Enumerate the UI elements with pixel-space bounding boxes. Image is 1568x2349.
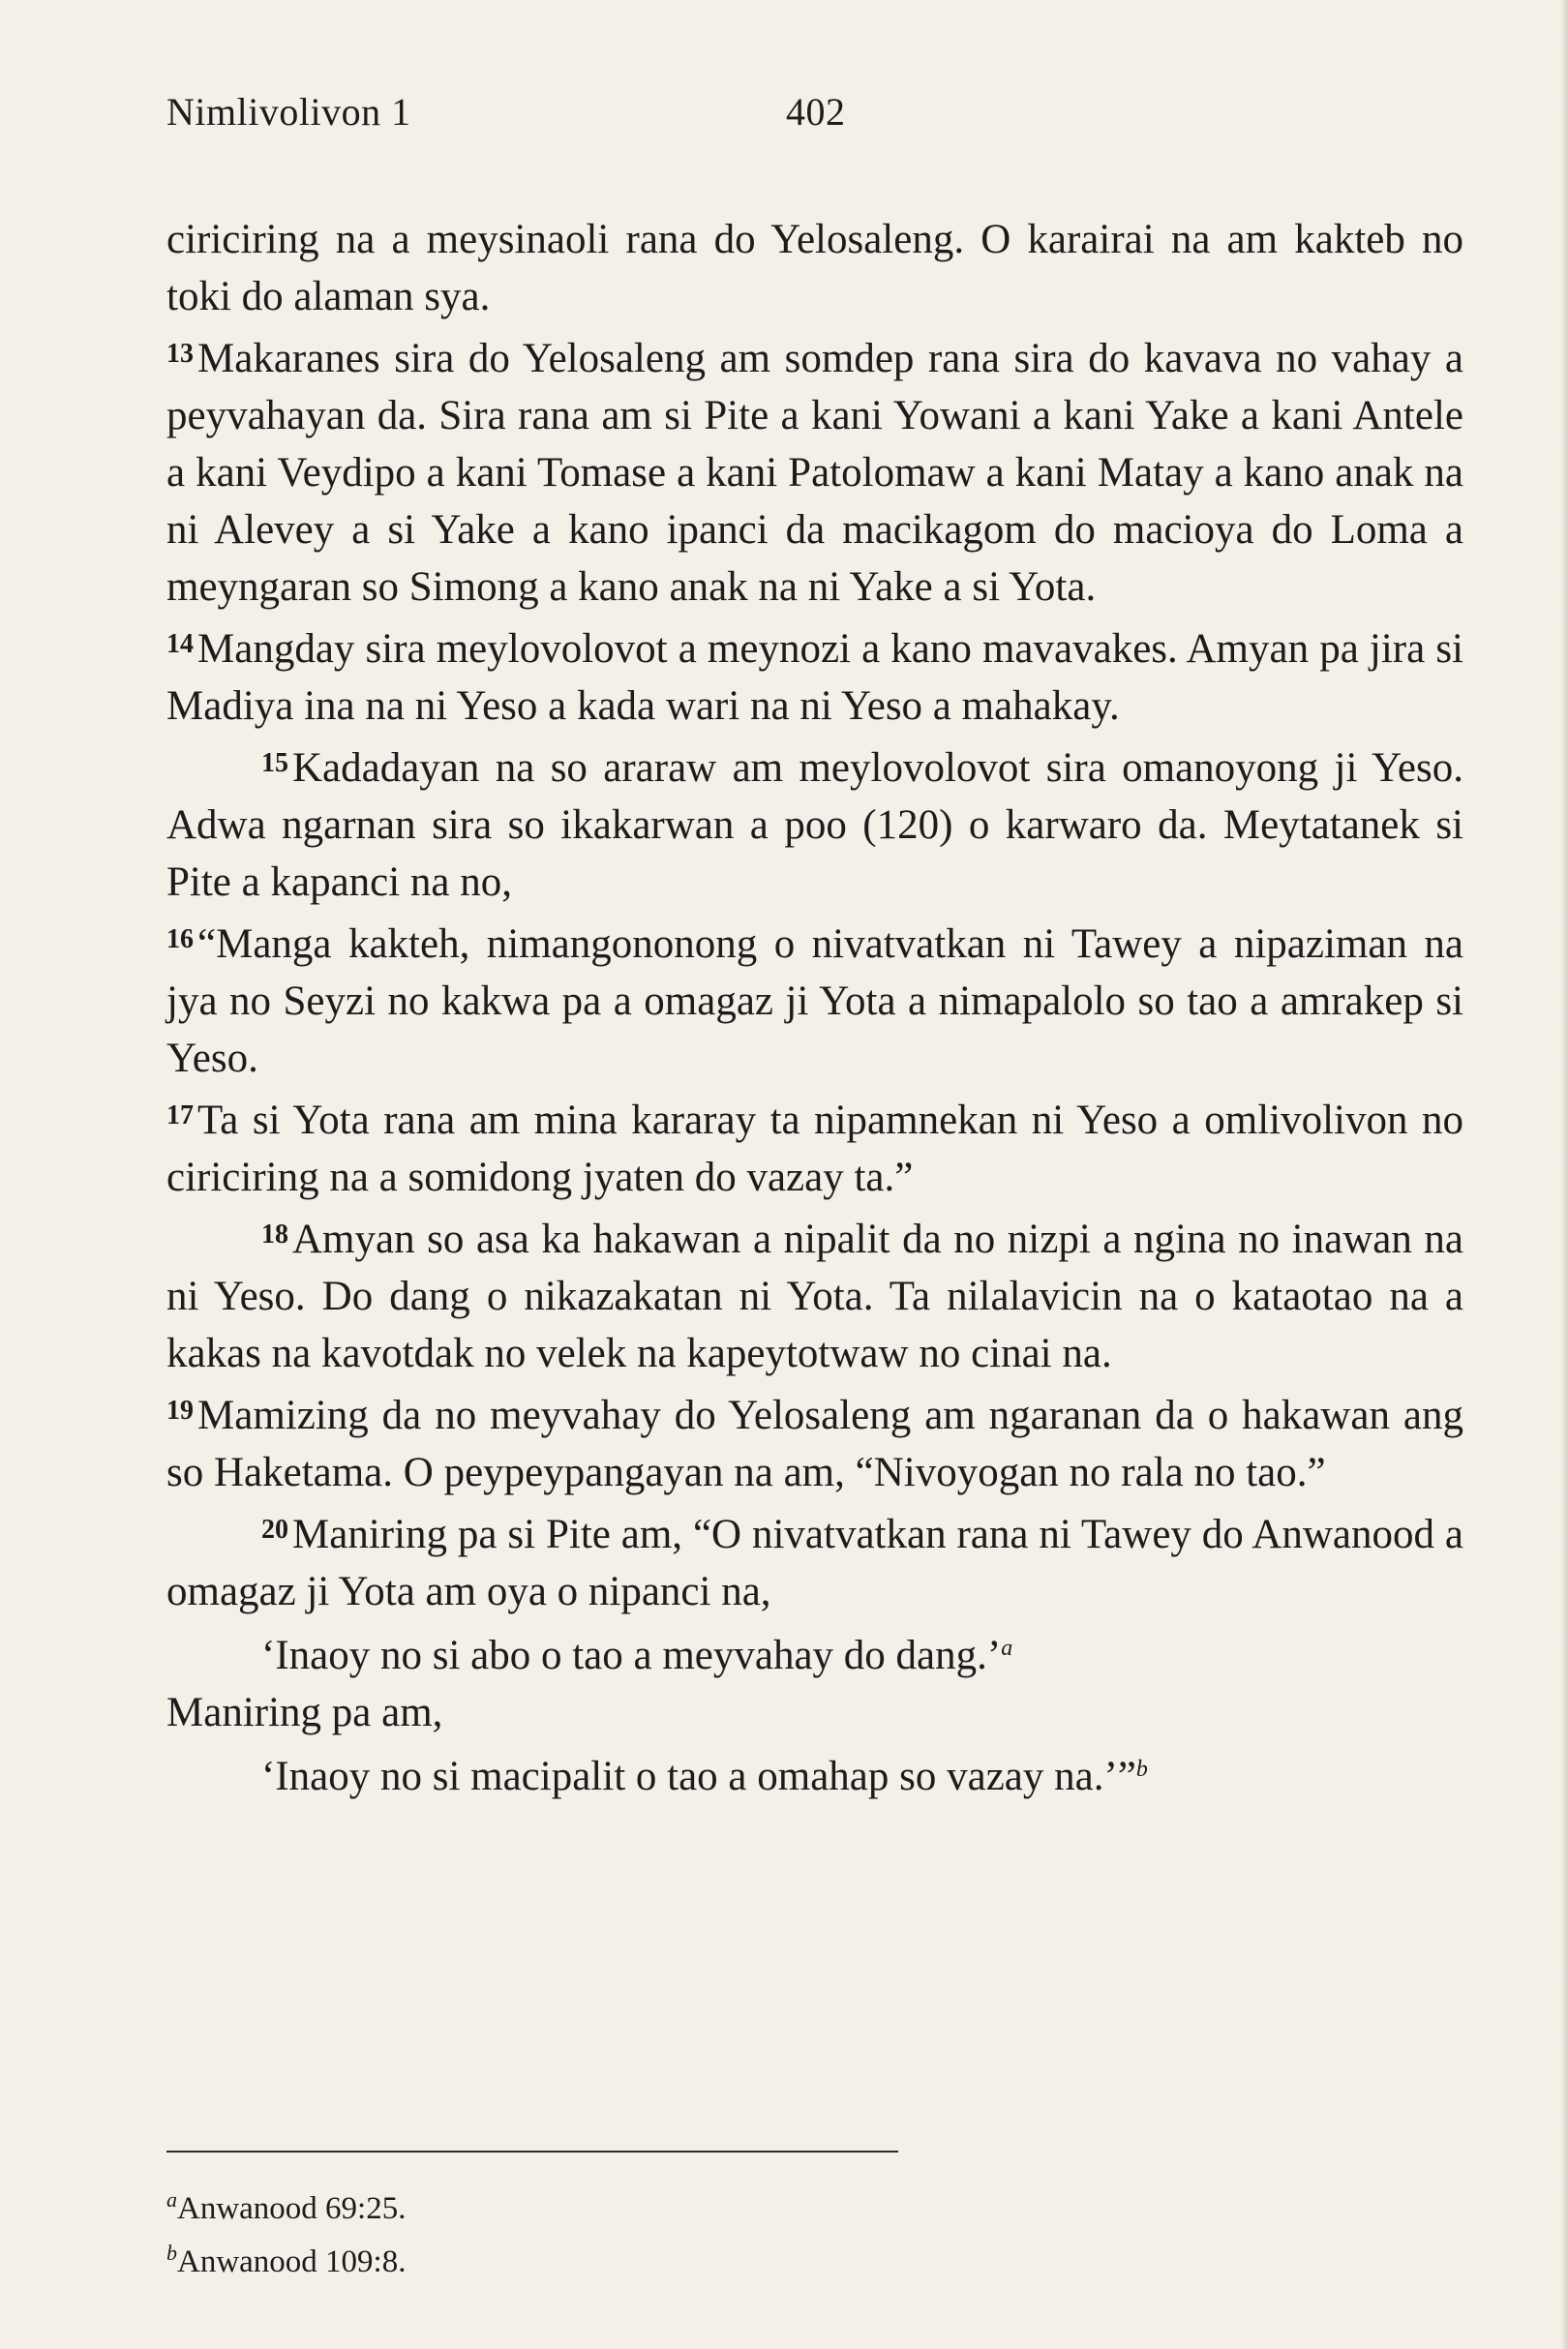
verse-text: Mangday sira meylovolovot a meynozi a kano mavavakes. Amyan pa jira si Madiya ina na ni Yeso a kada wari na ni Yeso a mahakay.	[166, 626, 1463, 729]
verse-15	[166, 735, 1463, 911]
verse-text: Makaranes sira do Yelosaleng am somdep rana sira do kavava no vahay a peyvahayan da. Sira rana am si Pite a kani Yowani a kani Yake a kani Antele a kani Veydipo a kani Tomase a kani Patolomaw a kani Matay a kano anak na ni Alevey a si Yake a kano ipanci da macikagom do macioya do Loma a meyngaran so Simong a kano anak na ni Yake a si Yota.	[166, 336, 1463, 610]
poetry-quote-2	[166, 1741, 1463, 1805]
footnote-marker: a	[1001, 1636, 1013, 1661]
verse-number: 17	[166, 1100, 194, 1130]
main-text	[166, 211, 1463, 1805]
verse-19	[166, 1382, 1463, 1501]
verse-13	[166, 325, 1463, 616]
verse-14	[166, 616, 1463, 735]
quote-text: ‘Inaoy no si macipalit o tao a omahap so vazay na.’”	[261, 1754, 1136, 1799]
book-title: Nimlivolivon 1	[166, 90, 411, 134]
verse-17	[166, 1087, 1463, 1206]
verse-text: Ta si Yota rana am mina kararay ta nipamnekan ni Yeso a omlivolivon no ciriciring na a somidong jyaten do vazay ta.”	[166, 1098, 1463, 1200]
footnote-rule	[166, 2151, 898, 2153]
paragraph-resume: Maniring pa am,	[166, 1690, 443, 1735]
footnote-text: Anwanood 69:25.	[177, 2191, 407, 2226]
footnote-text: Anwanood 109:8.	[177, 2244, 407, 2279]
verse-text: Mamizing da no meyvahay do Yelosaleng am ngaranan da o hakawan ang so Haketama. O peypeypangayan na am, “Nivoyogan no rala no tao.”	[166, 1393, 1463, 1495]
verse-number: 16	[166, 924, 194, 954]
verse-text: Amyan so asa ka hakawan a nipalit da no nizpi a ngina no inawan na ni Yeso. Do dang o nikazakatan ni Yota. Ta nilalavicin na o kataotao na a kakas na kavotdak no velek na kapeytotwaw no cinai na.	[166, 1217, 1463, 1376]
verse-number: 19	[166, 1396, 194, 1426]
verse-number: 13	[166, 339, 194, 369]
footnote	[166, 2178, 1038, 2231]
page-edge	[1560, 0, 1568, 2349]
poetry-quote-1	[166, 1620, 1463, 1684]
footnote	[166, 2231, 1038, 2284]
paragraph-continuation: ciriciring na a meysinaoli rana do Yelosaleng. O karairai na am kakteb no toki do alaman sya.	[166, 217, 1463, 319]
verse-number: 15	[261, 748, 288, 778]
verse-16	[166, 911, 1463, 1087]
footnotes	[166, 2178, 1038, 2284]
verse-text: Maniring pa si Pite am, “O nivatvatkan rana ni Tawey do Anwanood a omagaz ji Yota am oya o nipanci na,	[166, 1512, 1463, 1614]
verse-number: 18	[261, 1220, 288, 1250]
quote-text: ‘Inaoy no si abo o tao a meyvahay do dang.’	[261, 1633, 1002, 1678]
verse-text: “Manga kakteh, nimangononong o nivatvatkan ni Tawey a nipaziman na jya no Seyzi no kakwa pa a omagaz ji Yota a nimapalolo so tao a amrakep si Yeso.	[166, 921, 1463, 1081]
verse-number: 14	[166, 629, 194, 659]
footnote-mark: b	[166, 2241, 177, 2265]
verse-number: 20	[261, 1515, 288, 1545]
footnote-mark: a	[166, 2187, 177, 2212]
page-number: 402	[786, 90, 846, 134]
footnote-marker: b	[1135, 1757, 1148, 1782]
verse-20	[166, 1501, 1463, 1620]
verse-text: Kadadayan na so araraw am meylovolovot sira omanoyong ji Yeso. Adwa ngarnan sira so ikakarwan a poo (120) o karwaro da. Meytatanek si Pite a kapanci na no,	[166, 745, 1463, 905]
verse-18	[166, 1206, 1463, 1382]
